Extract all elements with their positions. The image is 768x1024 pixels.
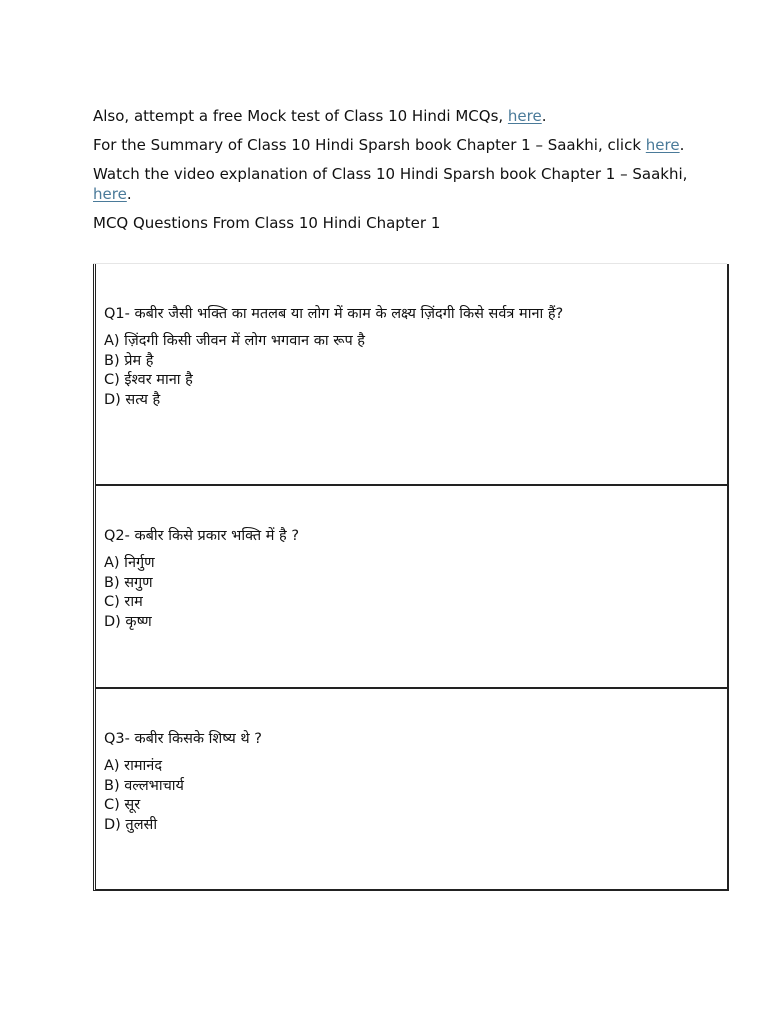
question-cell-1 (96, 264, 727, 486)
question-2-option-c: C) राम (104, 594, 143, 610)
question-text-3: Q3- कबीर किसके शिष्य थे ? (104, 731, 262, 747)
summary-line (93, 135, 693, 155)
mock-test-line (93, 106, 693, 126)
mcq-table (93, 264, 729, 891)
summary-end: . (679, 136, 685, 154)
summary-link[interactable]: here (645, 136, 680, 154)
video-link[interactable]: here (93, 185, 127, 203)
question-2-option-b: B) सगुण (104, 574, 153, 591)
question-cell-2 (96, 486, 727, 689)
intro-section (93, 106, 693, 242)
mcq-heading: MCQ Questions From Class 10 Hindi Chapter 1 (93, 214, 441, 232)
question-2-option-a: A) निर्गुण (104, 555, 155, 571)
question-3-option-c: C) सूर (104, 797, 141, 813)
question-2-option-d: D) कृष्ण (104, 613, 152, 630)
question-text-2: Q2- कबीर किसे प्रकार भक्ति में है ? (104, 528, 300, 544)
video-line (93, 164, 693, 204)
video-end: . (126, 185, 132, 203)
question-text-1: Q1- कबीर जैसी भक्ति का मतलब या लोग में काम के लक्ष्य ज़िंदगी किसे सर्वत्र माना हैं? (104, 306, 564, 322)
summary-text: For the Summary of Class 10 Hindi Sparsh book Chapter 1 – Saakhi, click (93, 136, 646, 154)
question-3-option-b: B) वल्लभाचार्य (104, 777, 184, 794)
mock-test-end: . (541, 107, 547, 125)
question-1-option-c: C) ईश्वर माना है (104, 372, 193, 388)
video-text: Watch the video explanation of Class 10 Hindi Sparsh book Chapter 1 – Saakhi, (93, 165, 688, 183)
question-3-option-a: A) रामानंद (104, 758, 163, 774)
question-cell-3 (96, 689, 727, 889)
mock-test-link[interactable]: here (507, 107, 542, 125)
question-1-option-a: A) ज़िंदगी किसी जीवन में लोग भगवान का रूप है (104, 333, 365, 349)
question-1-option-b: B) प्रेम है (104, 352, 154, 369)
question-1-option-d: D) सत्य है (104, 391, 161, 408)
mock-test-text: Also, attempt a free Mock test of Class 10 Hindi MCQs, (93, 107, 508, 125)
question-3-option-d: D) तुलसी (104, 816, 158, 833)
